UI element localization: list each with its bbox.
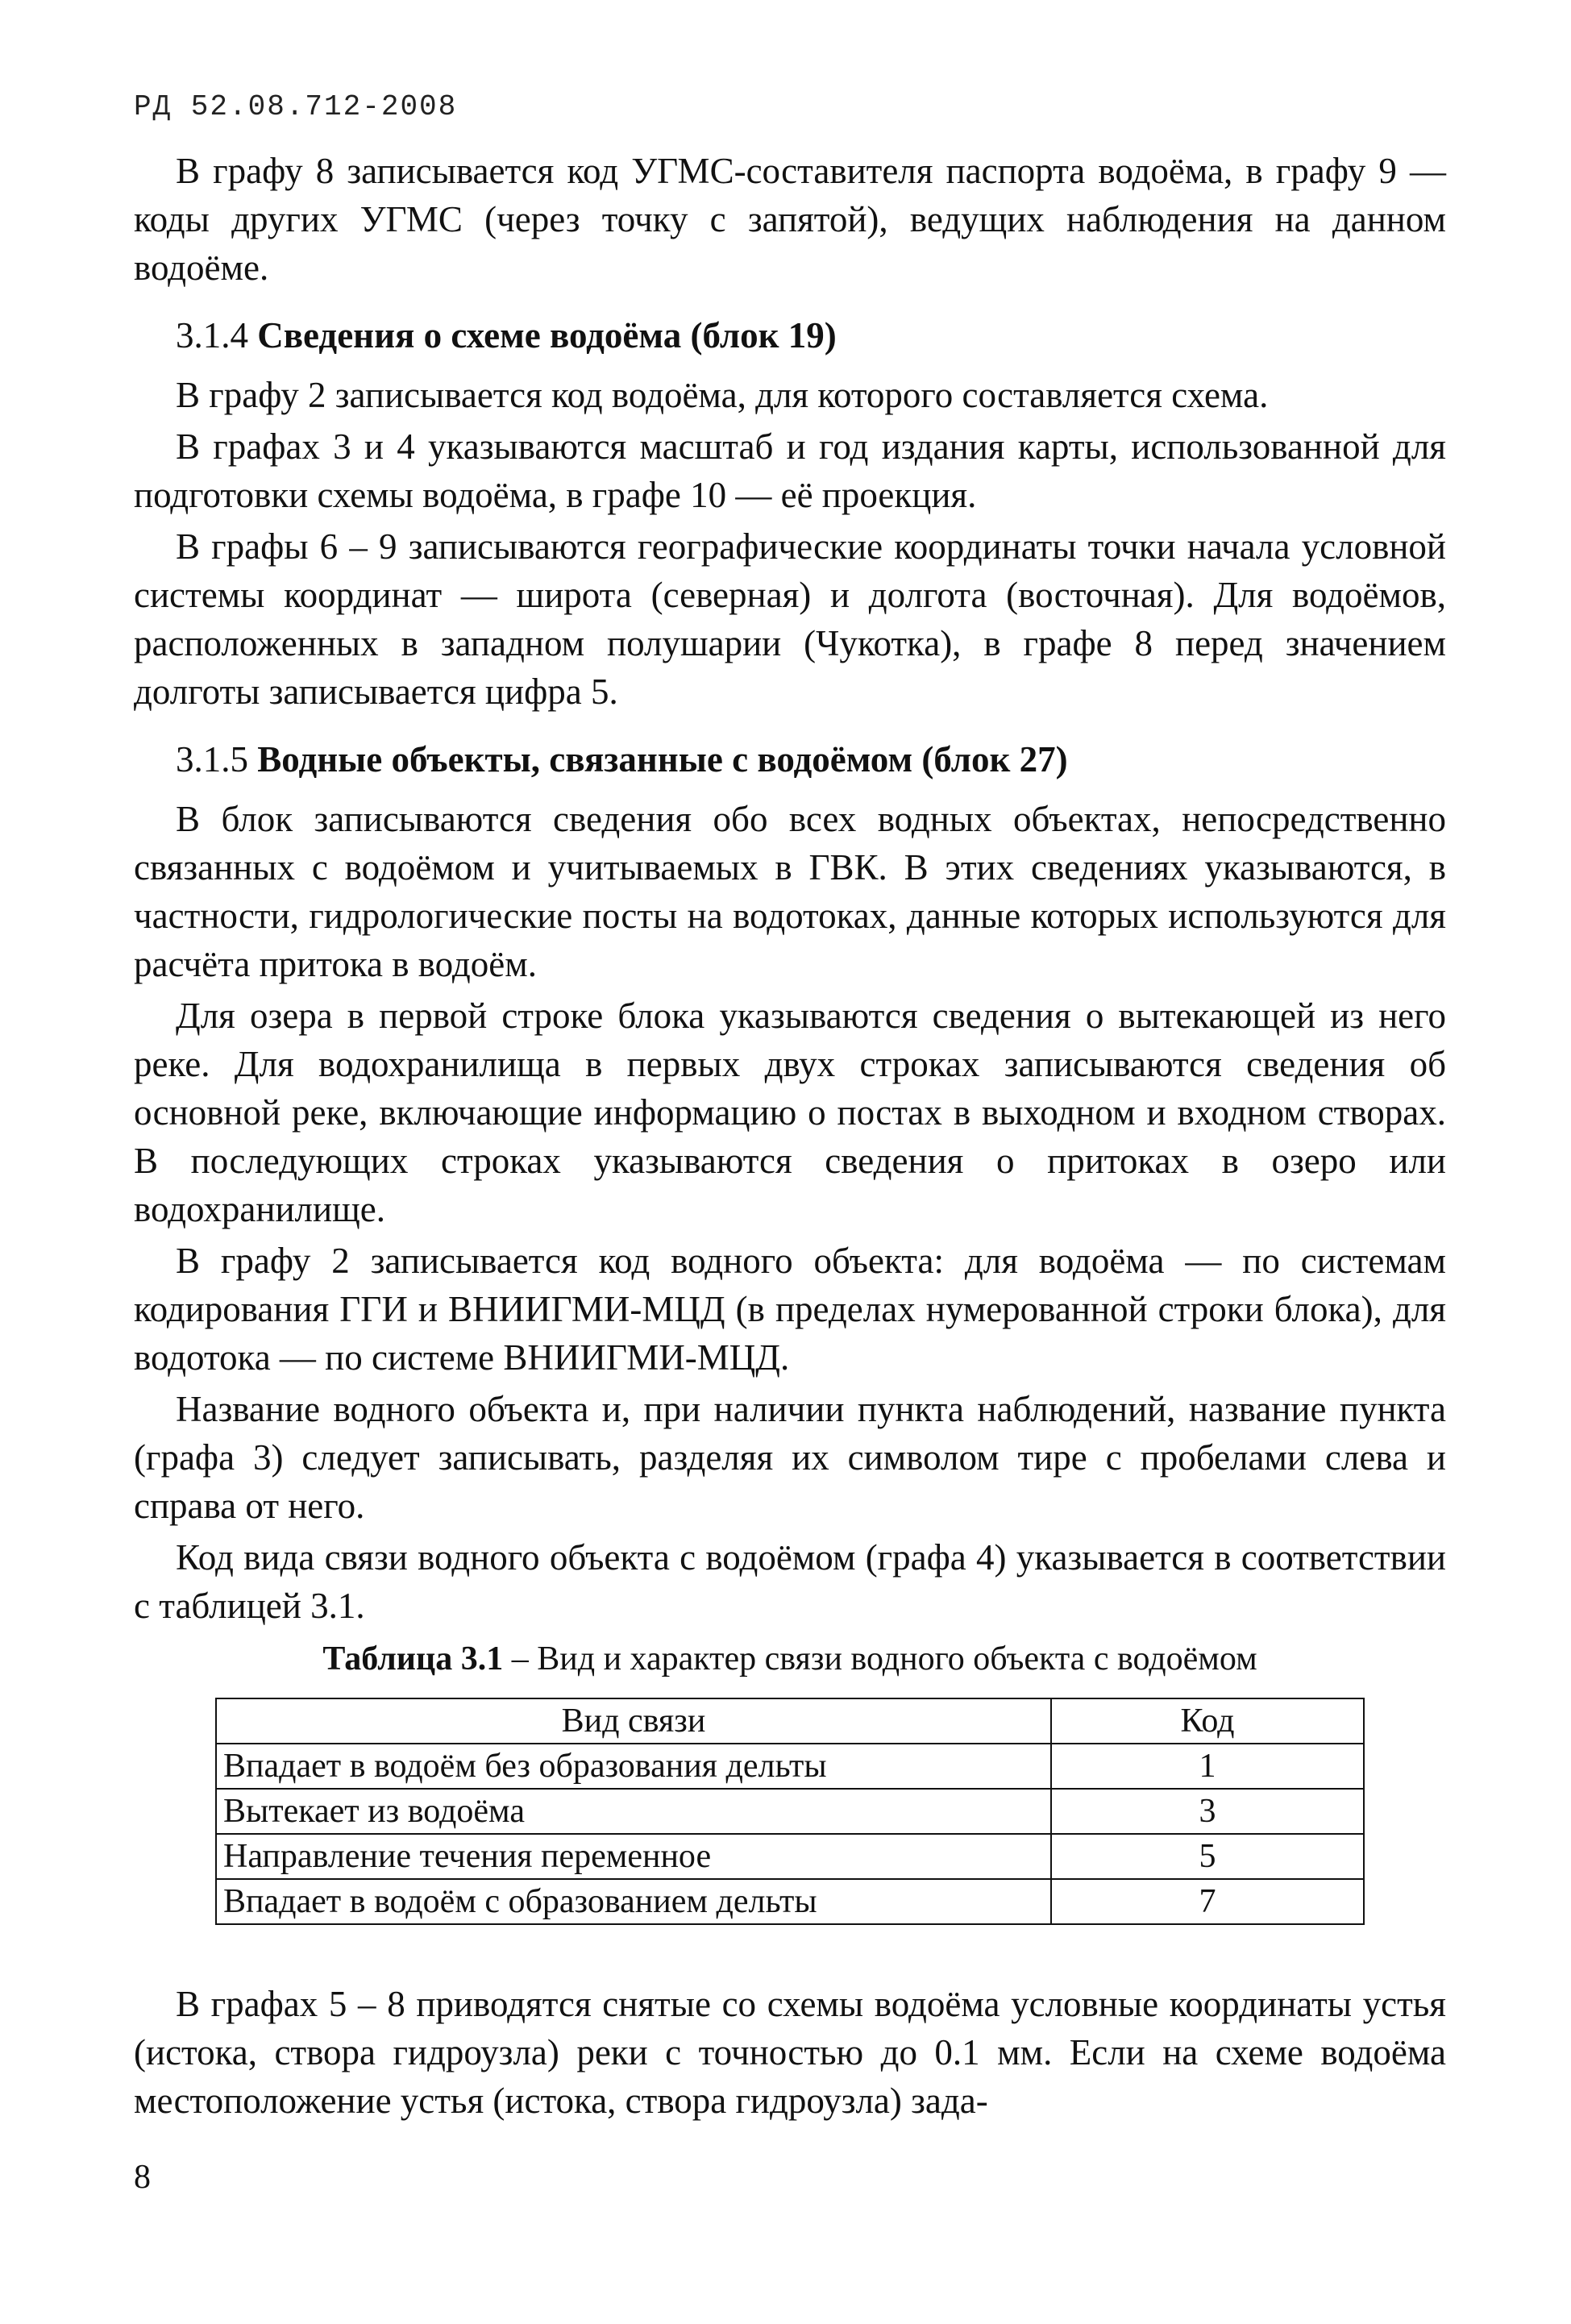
table-row bbox=[216, 1744, 1364, 1789]
paragraph: Для озера в первой строке блока указываются сведения о вытекающей из него реке. Для водохранилища в первых двух строках записываются сведения об основной реке, включающие информацию о постах в выходном и входном створах. В последующих строках указываются сведения о притоках в озеро или водохранилище. bbox=[134, 996, 1446, 1229]
cell-kind: Впадает в водоём без образования дельты bbox=[216, 1744, 1051, 1789]
paragraph: В графу 2 записывается код водного объекта: для водоёма — по системам кодирования ГГИ и ВНИИГМИ-МЦД (в пределах нумерованной строки блока), для водотока — по системе ВНИИГМИ-МЦД. bbox=[134, 1241, 1446, 1378]
paragraph: В графах 5 – 8 приводятся снятые со схемы водоёма условные координаты устья (истока, створа гидроузла) реки с точностью до 0.1 мм. Если на схеме водоёма местоположение устья (истока, створа гидроузла) зада- bbox=[134, 1984, 1446, 2121]
cell-code: 7 bbox=[1051, 1879, 1364, 1924]
column-header-code: Код bbox=[1051, 1698, 1364, 1744]
cell-kind: Впадает в водоём с образованием дельты bbox=[216, 1879, 1051, 1924]
cell-code: 3 bbox=[1051, 1789, 1364, 1834]
section-heading-3-1-5 bbox=[134, 735, 1446, 784]
section-heading-3-1-4 bbox=[134, 311, 1446, 360]
section-number: 3.1.5 bbox=[176, 739, 248, 780]
table-caption bbox=[134, 1638, 1446, 1680]
cell-kind: Направление течения переменное bbox=[216, 1834, 1051, 1879]
table-row bbox=[216, 1789, 1364, 1834]
page-number: 8 bbox=[134, 2159, 151, 2196]
paragraph: В блок записываются сведения обо всех водных объектах, непосредственно связанных с водоёмом и учитываемых в ГВК. В этих сведениях указываются, в частности, гидрологические посты на водотоках, данные которых используются для расчёта притока в водоём. bbox=[134, 799, 1446, 984]
column-header-kind: Вид связи bbox=[216, 1698, 1051, 1744]
document-code-header: РД 52.08.712-2008 bbox=[134, 90, 458, 123]
connection-type-table bbox=[215, 1698, 1365, 1925]
paragraph: В графы 6 – 9 записываются географические координаты точки начала условной системы координат — широта (северная) и долгота (восточная). Для водоёмов, расположенных в западном полушарии (Чукотка), в графе 8 перед значением долготы записывается цифра 5. bbox=[134, 526, 1446, 712]
paragraph: Название водного объекта и, при наличии пункта наблюдений, название пункта (графа 3) следует записывать, разделяя их символом тире с пробелами слева и справа от него. bbox=[134, 1389, 1446, 1526]
section-title: Водные объекты, связанные с водоёмом (блок 27) bbox=[257, 739, 1068, 780]
page-content bbox=[134, 147, 1446, 2125]
paragraph: В графах 3 и 4 указываются масштаб и год издания карты, использованной для подготовки схемы водоёма, в графе 10 — её проекция. bbox=[134, 426, 1446, 515]
cell-kind: Вытекает из водоёма bbox=[216, 1789, 1051, 1834]
paragraph: В графу 2 записывается код водоёма, для которого составляется схема. bbox=[176, 375, 1269, 415]
cell-code: 1 bbox=[1051, 1744, 1364, 1789]
paragraph: Код вида связи водного объекта с водоёмом (графа 4) указывается в соответствии с таблицей 3.1. bbox=[134, 1537, 1446, 1626]
table-caption-label: Таблица 3.1 bbox=[322, 1640, 504, 1678]
section-number: 3.1.4 bbox=[176, 315, 248, 355]
table-caption-text: – Вид и характер связи водного объекта с водоёмом bbox=[503, 1640, 1257, 1678]
section-title: Сведения о схеме водоёма (блок 19) bbox=[257, 315, 837, 355]
table-row bbox=[216, 1879, 1364, 1924]
table-row bbox=[216, 1834, 1364, 1879]
paragraph: В графу 8 записывается код УГМС-составителя паспорта водоёма, в графу 9 — коды других УГМС (через точку с запятой), ведущих наблюдения на данном водоёме. bbox=[134, 151, 1446, 288]
table-header-row bbox=[216, 1698, 1364, 1744]
cell-code: 5 bbox=[1051, 1834, 1364, 1879]
